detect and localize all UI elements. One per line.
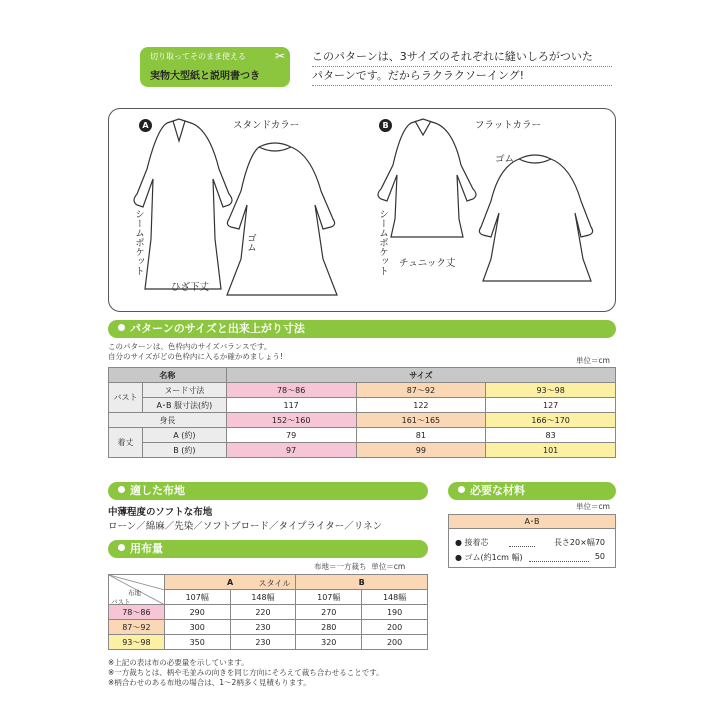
usage-bust-cell: 78～86	[109, 605, 165, 620]
leader-line	[509, 546, 535, 547]
table-cell: 161～165	[356, 413, 486, 428]
table-cell: 93～98	[486, 383, 616, 398]
header-badge	[140, 47, 290, 87]
bullet-icon	[118, 486, 125, 493]
label-seam-pocket-b: シームポケット	[377, 209, 388, 276]
table-cell: 350	[164, 635, 230, 650]
size-table	[108, 367, 616, 458]
materials-header: A･B	[449, 515, 615, 529]
dress-b-front	[378, 119, 476, 237]
usage-width-header: 148幅	[230, 590, 296, 605]
table-cell: 320	[296, 635, 362, 650]
table-cell: 127	[486, 398, 616, 413]
label-flat-collar: フラットカラー	[475, 120, 542, 131]
fabric-bold-line: 中薄程度のソフトな布地	[108, 507, 213, 518]
row-label: A (約)	[142, 428, 226, 443]
size-header-size: サイズ	[226, 368, 615, 383]
row-label: ヌード寸法	[142, 383, 226, 398]
materials-item2: ● ゴム(約1cm 幅)	[455, 553, 523, 562]
table-cell: 230	[230, 620, 296, 635]
materials-section-title: 必要な材料	[448, 482, 616, 500]
table-cell: 99	[356, 443, 486, 458]
size-section-title: パターンのサイズと出来上がり寸法	[108, 320, 616, 338]
scissors-icon: ✂	[274, 49, 285, 63]
dress-a-back	[227, 143, 337, 295]
usage-corner-bust: バスト	[111, 598, 131, 606]
table-cell: 78～86	[226, 383, 356, 398]
usage-width-header: 148幅	[362, 590, 428, 605]
bullet-icon	[458, 486, 465, 493]
table-cell: 230	[230, 635, 296, 650]
bust-label: バスト	[109, 383, 143, 413]
fabric-section-title: 適した布地	[108, 482, 428, 500]
table-cell: 101	[486, 443, 616, 458]
label-stand-collar: スタンドカラー	[233, 120, 300, 131]
usage-table	[108, 574, 428, 650]
materials-item1: ● 接着芯	[455, 538, 489, 547]
style-b-badge: B	[379, 119, 392, 132]
usage-section-title: 用布量	[108, 540, 428, 558]
table-cell: 280	[296, 620, 362, 635]
size-unit: 単位＝cm	[576, 356, 610, 365]
table-cell: 300	[164, 620, 230, 635]
table-cell: 190	[362, 605, 428, 620]
style-a-badge: A	[139, 119, 152, 132]
table-cell: 290	[164, 605, 230, 620]
usage-bust-cell: 93～98	[109, 635, 165, 650]
label-tunic-length: チュニック丈	[399, 258, 456, 269]
usage-width-header: 107幅	[296, 590, 362, 605]
fabric-list: ローン／綿麻／先染／ソフトブロード／タイプライター／リネン	[108, 521, 383, 532]
row-label: 身長	[109, 413, 227, 428]
usage-style-b: B	[296, 575, 428, 590]
usage-style-a: スタイル A	[164, 575, 296, 590]
table-cell: 97	[226, 443, 356, 458]
bullet-icon	[118, 544, 125, 551]
table-cell: 220	[230, 605, 296, 620]
dress-b-back	[479, 155, 592, 281]
table-cell: 117	[226, 398, 356, 413]
label-seam-pocket-a: シームポケット	[133, 209, 144, 276]
table-cell: 79	[226, 428, 356, 443]
usage-footnotes: ※上記の表は布の必要量を示しています。 ※一方裁ちとは、柄や毛並みの向きを同じ方向にそろえて裁ち合わせることです。 ※柄合わせのある布地の場合は、1～2柄多く見積もります。	[108, 658, 384, 687]
usage-width-header: 107幅	[164, 590, 230, 605]
table-cell: 152～160	[226, 413, 356, 428]
headline-line2: パターンです。だからラクラクソーイング!	[312, 67, 612, 86]
materials-box	[448, 514, 616, 568]
label-elastic-a: ゴム	[245, 233, 256, 252]
label-knee-length: ひざ下丈	[171, 282, 210, 293]
illustration-panel	[108, 108, 616, 312]
materials-unit: 単位＝cm	[576, 502, 610, 511]
materials-item2-value: 50	[594, 552, 605, 561]
table-cell: 83	[486, 428, 616, 443]
bullet-icon	[118, 324, 125, 331]
length-label: 着丈	[109, 428, 143, 458]
table-cell: 200	[362, 635, 428, 650]
headline-line1: このパターンは、3サイズのそれぞれに縫いしろがついた	[312, 48, 612, 67]
row-label: A･B 服寸法(約)	[142, 398, 226, 413]
size-header-name: 名称	[109, 368, 227, 383]
table-cell: 270	[296, 605, 362, 620]
badge-line1: 切り取ってそのまま使える	[150, 52, 246, 61]
row-label: B (約)	[142, 443, 226, 458]
materials-item1-value: 長さ20×幅70	[553, 538, 605, 547]
usage-corner-fabric: 布地	[128, 589, 141, 597]
label-elastic-b: ゴム	[495, 154, 515, 165]
table-cell: 81	[356, 428, 486, 443]
usage-fabric-note: 布地＝一方裁ち 単位＝cm	[314, 562, 406, 571]
dress-a-front	[134, 119, 232, 289]
usage-bust-cell: 87～92	[109, 620, 165, 635]
table-cell: 87～92	[356, 383, 486, 398]
table-cell: 200	[362, 620, 428, 635]
headline	[312, 48, 612, 86]
size-note: このパターンは、色枠内のサイズバランスです。 自分のサイズがどの色枠内に入るか確かめましょう!	[108, 342, 283, 361]
table-cell: 122	[356, 398, 486, 413]
badge-line2: 実物大型紙と説明書つき	[150, 71, 260, 82]
table-cell: 166～170	[486, 413, 616, 428]
leader-line	[529, 561, 589, 562]
